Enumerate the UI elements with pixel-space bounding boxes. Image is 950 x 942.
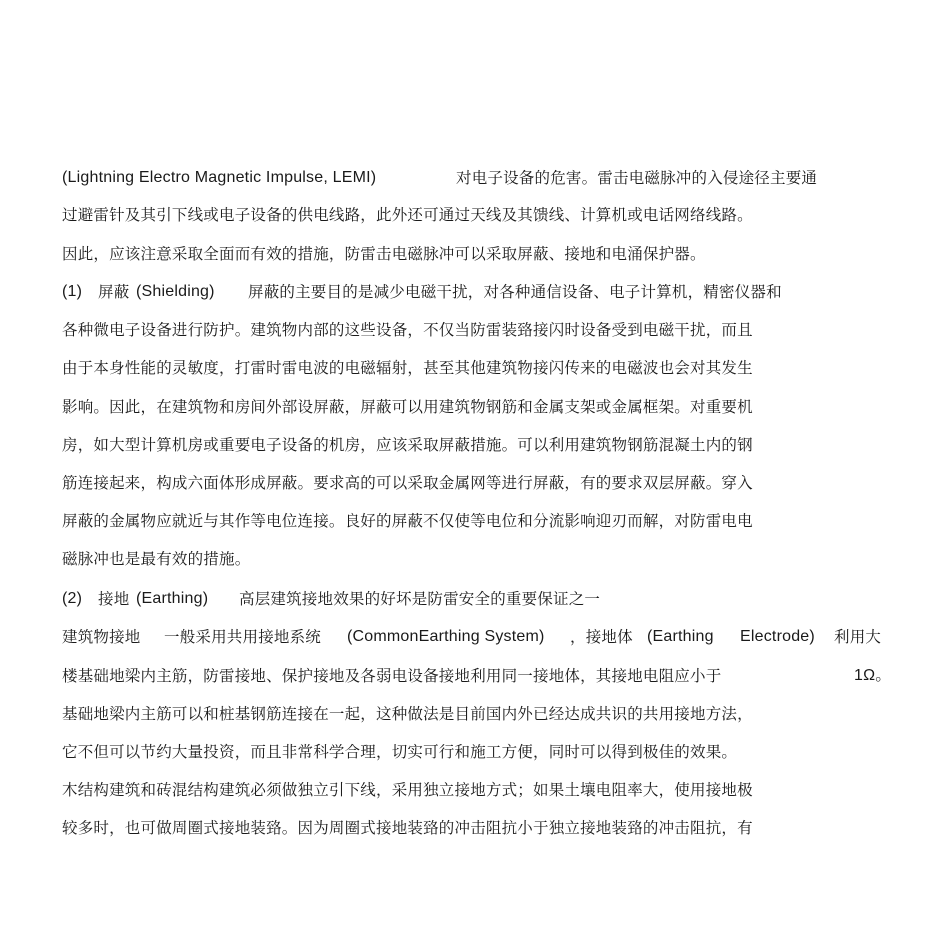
- text-segment: ，接地体: [570, 628, 633, 646]
- text-segment: 楼基础地梁内主筋，防雷接地、保护接地及各弱电设备接地利用同一接地体，其接地电阻应小于: [62, 667, 722, 685]
- section-heading: 屏蔽: [98, 283, 130, 301]
- text-segment: 一般采用共用接地系统: [164, 628, 322, 646]
- text-segment: 影响。因此，在建筑物和房间外部设屏蔽，屏蔽可以用建筑物钢筋和金属支架或金属框架。对重要机: [62, 398, 753, 416]
- text-segment: 对电子设备的危害。雷击电磁脉冲的入侵途径主要通: [456, 169, 818, 187]
- text-segment: 屏蔽的主要目的是减少电磁干扰，对各种通信设备、电子计算机，精密仪器和: [248, 283, 782, 301]
- text-segment: Electrode): [740, 628, 815, 645]
- text-segment: (CommonEarthing System): [347, 628, 545, 645]
- text-segment: 因此，应该注意采取全面而有效的措施，防雷击电磁脉冲可以采取屏蔽、接地和电涌保护器。: [62, 245, 706, 263]
- text-segment: 各种微电子设备进行防护。建筑物内部的这些设备，不仅当防雷装臵接闪时设备受到电磁干扰，而且: [62, 321, 753, 339]
- section-heading-en: (Earthing): [136, 590, 209, 607]
- text-segment: 房，如大型计算机房或重要电子设备的机房，应该采取屏蔽措施。可以利用建筑物钢筋混凝土内的钢: [62, 436, 753, 454]
- text-segment: 较多时，也可做周圈式接地装臵。因为周圈式接地装臵的冲击阻抗小于独立接地装臵的冲击阻抗，有: [62, 819, 753, 837]
- text-segment: 它不但可以节约大量投资，而且非常科学合理，切实可行和施工方便，同时可以得到极佳的效果。: [62, 743, 738, 761]
- text-segment: 建筑物接地: [62, 628, 141, 646]
- text-segment: 由于本身性能的灵敏度，打雷时雷电波的电磁辐射，甚至其他建筑物接闪传来的电磁波也会对其发生: [62, 359, 753, 377]
- text-segment: 利用大: [834, 628, 882, 646]
- text-segment: 过避雷针及其引下线或电子设备的供电线路，此外还可通过天线及其馈线、计算机或电话网络线路。: [62, 206, 753, 224]
- text-segment: 1Ω。: [854, 667, 892, 684]
- text-segment: 高层建筑接地效果的好坏是防雷安全的重要保证之一: [239, 590, 601, 608]
- text-segment: 木结构建筑和砖混结构建筑必须做独立引下线，采用独立接地方式；如果土壤电阻率大，使用接地极: [62, 781, 753, 799]
- text-segment: 屏蔽的金属物应就近与其作等电位连接。良好的屏蔽不仅使等电位和分流影响迎刃而解，对防雷电电: [62, 512, 753, 530]
- text-segment: 磁脉冲也是最有效的措施。: [62, 550, 251, 568]
- text-segment: (Earthing: [647, 628, 714, 645]
- section-number: (2): [62, 590, 83, 607]
- text-segment: 基础地梁内主筋可以和桩基钢筋连接在一起，这种做法是目前国内外已经达成共识的共用接地方法，: [62, 705, 753, 723]
- text-segment: 筋连接起来，构成六面体形成屏蔽。要求高的可以采取金属网等进行屏蔽，有的要求双层屏蔽。穿入: [62, 474, 753, 492]
- section-heading-en: (Shielding): [136, 283, 215, 300]
- section-number: (1): [62, 283, 83, 300]
- text-segment: (Lightning Electro Magnetic Impulse, LEMI): [62, 169, 377, 186]
- section-heading: 接地: [98, 590, 130, 608]
